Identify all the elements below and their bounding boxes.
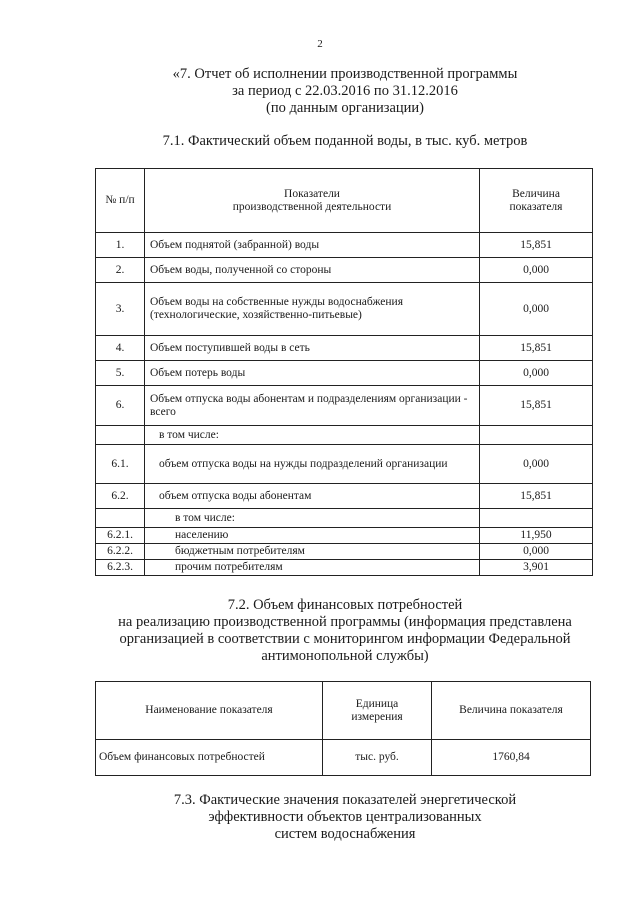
row-num: 6.2.	[96, 484, 145, 509]
row-name: Объем финансовых потребностей	[96, 740, 323, 776]
heading-line: 7.3. Фактические значения показателей энергетической	[173, 792, 517, 808]
header-unit-line: измерения	[351, 710, 403, 723]
header-unit-line: Единица	[355, 697, 399, 710]
heading-line: 7.2. Объем финансовых потребностей	[227, 597, 463, 613]
heading-line: систем водоснабжения	[274, 826, 416, 842]
row-name: прочим потребителям	[145, 560, 480, 576]
row-name: Объем поступившей воды в сеть	[145, 336, 480, 361]
header-indicator-line: Показатели	[284, 187, 340, 200]
row-num: 6.	[96, 386, 145, 426]
header-unit	[323, 682, 432, 740]
row-name: в том числе:	[145, 509, 480, 528]
table-row	[96, 426, 593, 445]
section-7-heading	[90, 66, 600, 117]
heading-line: на реализацию производственной программы (информация представлена	[118, 614, 572, 630]
heading-line: эффективности объектов централизованных	[208, 809, 482, 825]
row-value: 15,851	[480, 484, 593, 509]
row-num: 4.	[96, 336, 145, 361]
heading-line: антимонопольной службы)	[261, 648, 429, 664]
row-value	[480, 509, 593, 528]
table-row	[96, 386, 593, 426]
table-row	[96, 528, 593, 544]
section-7-3-heading	[90, 792, 600, 843]
table-row	[96, 361, 593, 386]
heading-line: (по данным организации)	[265, 100, 424, 116]
header-value: Величина показателя	[432, 682, 591, 740]
row-value: 15,851	[480, 336, 593, 361]
row-name: объем отпуска воды абонентам	[145, 484, 480, 509]
section-7-1-heading	[90, 133, 600, 150]
table-row	[96, 258, 593, 283]
row-name: Объем воды, полученной со стороны	[145, 258, 480, 283]
heading-line: 7.1. Фактический объем поданной воды, в тыс. куб. метров	[162, 133, 528, 149]
row-name: населению	[145, 528, 480, 544]
table-header-row	[96, 682, 591, 740]
row-name: Объем отпуска воды абонентам и подразделениям организации - всего	[145, 386, 480, 426]
row-value: 0,000	[480, 445, 593, 484]
heading-line: за период с 22.03.2016 по 31.12.2016	[232, 83, 458, 99]
header-value: Величина показателя	[480, 169, 593, 233]
table-row	[96, 484, 593, 509]
row-value: 1760,84	[432, 740, 591, 776]
row-value: 11,950	[480, 528, 593, 544]
row-num	[96, 509, 145, 528]
row-num: 6.2.1.	[96, 528, 145, 544]
row-name: объем отпуска воды на нужды подразделений организации	[145, 445, 480, 484]
table-row	[96, 233, 593, 258]
water-volume-table	[95, 168, 593, 576]
row-value: 0,000	[480, 258, 593, 283]
row-num: 2.	[96, 258, 145, 283]
row-value: 15,851	[480, 386, 593, 426]
row-value: 0,000	[480, 283, 593, 336]
table-row	[96, 560, 593, 576]
row-value: 0,000	[480, 361, 593, 386]
table-row	[96, 283, 593, 336]
row-value: 0,000	[480, 544, 593, 560]
header-name: Наименование показателя	[96, 682, 323, 740]
heading-line: организацией в соответствии с мониторингом информации Федеральной	[119, 631, 571, 647]
financial-needs-table	[95, 681, 591, 776]
row-name: Объем поднятой (забранной) воды	[145, 233, 480, 258]
table-row	[96, 740, 591, 776]
heading-line: «7. Отчет об исполнении производственной программы	[172, 66, 518, 82]
row-num: 6.1.	[96, 445, 145, 484]
row-value: 3,901	[480, 560, 593, 576]
row-name: в том числе:	[145, 426, 480, 445]
header-num: № п/п	[96, 169, 145, 233]
section-7-2-heading	[90, 597, 600, 665]
row-num: 6.2.2.	[96, 544, 145, 560]
table-row	[96, 336, 593, 361]
row-num: 6.2.3.	[96, 560, 145, 576]
row-num: 3.	[96, 283, 145, 336]
row-num: 5.	[96, 361, 145, 386]
row-value: 15,851	[480, 233, 593, 258]
row-name: Объем воды на собственные нужды водоснабжения (технологические, хозяйственно-питьевые)	[145, 283, 480, 336]
row-unit: тыс. руб.	[323, 740, 432, 776]
header-indicator	[145, 169, 480, 233]
page-number: 2	[317, 38, 323, 50]
row-num	[96, 426, 145, 445]
row-name: бюджетным потребителям	[145, 544, 480, 560]
table-row	[96, 544, 593, 560]
table-header-row	[96, 169, 593, 233]
row-num: 1.	[96, 233, 145, 258]
header-indicator-line: производственной деятельности	[232, 200, 392, 213]
row-value	[480, 426, 593, 445]
table-row	[96, 509, 593, 528]
row-name: Объем потерь воды	[145, 361, 480, 386]
table-row	[96, 445, 593, 484]
